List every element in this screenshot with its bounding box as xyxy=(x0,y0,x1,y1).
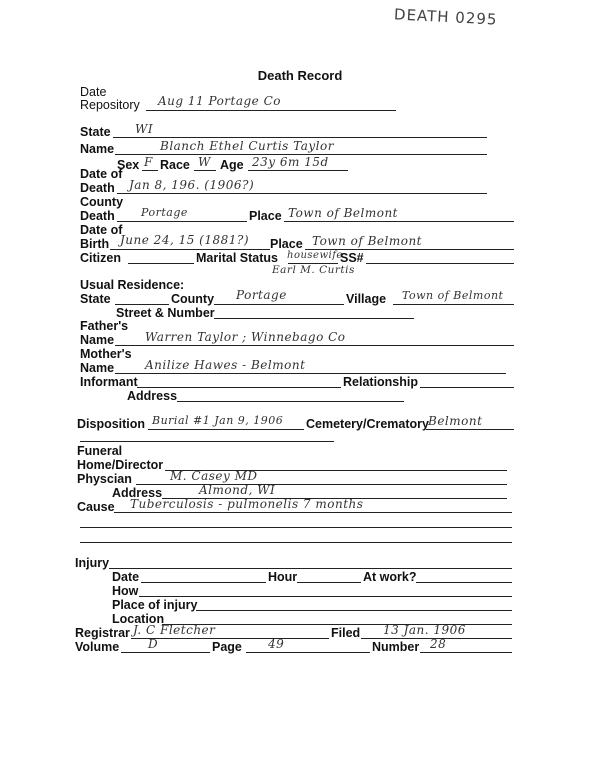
physician-label: Physcian xyxy=(77,472,132,486)
injury-label: Injury xyxy=(75,556,110,570)
filed-value: 13 Jan. 1906 xyxy=(383,623,466,637)
cause-line xyxy=(114,512,512,513)
mother-name-line xyxy=(115,373,506,374)
hour-line xyxy=(297,582,361,583)
death-county-label: Death xyxy=(80,209,115,223)
county-value: Portage xyxy=(141,206,188,219)
page-line xyxy=(246,652,370,653)
page-title: Death Record xyxy=(257,68,343,83)
disposition-line xyxy=(148,429,304,430)
physician-line xyxy=(136,484,507,485)
birth-place-label: Place xyxy=(270,237,303,251)
at-work-label: At work? xyxy=(363,570,417,584)
death-place-value: Town of Belmont xyxy=(288,206,399,220)
record-stamp: DEATH 0295 xyxy=(394,5,499,29)
disposition-value: Burial #1 Jan 9, 1906 xyxy=(152,414,284,427)
injury-line xyxy=(109,568,512,569)
father-name-line xyxy=(115,345,514,346)
cause-label: Cause xyxy=(77,500,115,514)
volume-value: D xyxy=(148,637,159,651)
informant-label: Informant xyxy=(80,375,138,389)
race-line xyxy=(194,170,216,171)
home-director-label: Home/Director xyxy=(77,458,164,472)
volume-line xyxy=(121,652,210,653)
how-label: How xyxy=(112,584,139,598)
registrar-line xyxy=(131,638,329,639)
cause-value: Tuberculosis - pulmonelis 7 months xyxy=(130,497,364,511)
age-line xyxy=(248,170,348,171)
village-value: Town of Belmont xyxy=(402,289,504,302)
birth-label: Birth xyxy=(80,237,110,251)
state-value: WI xyxy=(135,122,154,136)
place-of-injury-label: Place of injury xyxy=(112,598,198,612)
birth-date-line xyxy=(110,249,270,250)
page-label: Page xyxy=(212,640,242,654)
birth-date-value: June 24, 15 (1881?) xyxy=(120,233,250,247)
injury-date-line xyxy=(141,582,266,583)
spouse-note: Earl M. Curtis xyxy=(272,264,355,276)
at-work-line xyxy=(416,582,512,583)
cause-line-2 xyxy=(80,527,512,528)
number-value: 28 xyxy=(430,637,447,651)
father-value: Warren Taylor ; Winnebago Co xyxy=(145,330,346,344)
injury-date-label: Date xyxy=(112,570,140,584)
physician-value: M. Casey MD xyxy=(170,469,258,483)
informant-address-label: Address xyxy=(127,389,178,403)
race-label: Race xyxy=(160,158,190,172)
relationship-label: Relationship xyxy=(343,375,419,389)
village-label: Village xyxy=(346,292,387,306)
repository-label: Repository xyxy=(80,98,140,112)
date-of-birth-label: Date of xyxy=(80,223,123,237)
disposition-label: Disposition xyxy=(77,417,146,431)
race-value: W xyxy=(198,155,211,169)
residence-county-label: County xyxy=(171,292,215,306)
mother-value: Anilize Hawes - Belmont xyxy=(145,358,306,372)
date-of-label: Date of xyxy=(80,167,123,181)
repository-value: Aug 11 Portage Co xyxy=(158,94,282,108)
disposition-extra-line xyxy=(80,441,334,442)
location-label: Location xyxy=(112,612,165,626)
repository-line xyxy=(146,110,396,111)
death-date-line xyxy=(117,193,487,194)
street-number-line xyxy=(214,318,414,319)
registrar-value: J. C Fletcher xyxy=(133,623,216,637)
residence-state-label: State xyxy=(80,292,111,306)
sex-value: F xyxy=(144,155,153,169)
page-value: 49 xyxy=(268,637,285,651)
ss-label: SS# xyxy=(340,251,364,265)
sex-label: Sex xyxy=(117,158,140,172)
age-value: 23y 6m 15d xyxy=(252,155,329,169)
physician-address-value: Almond, WI xyxy=(199,483,276,497)
informant-address-line xyxy=(177,401,404,402)
state-line xyxy=(113,137,487,138)
filed-label: Filed xyxy=(331,626,361,640)
state-label: State xyxy=(80,125,111,139)
hour-label: Hour xyxy=(268,570,298,584)
ss-line xyxy=(366,263,514,264)
cemetery-line xyxy=(426,429,514,430)
cemetery-label: Cemetery/Crematory xyxy=(306,417,429,431)
physician-address-label: Address xyxy=(112,486,163,500)
age-label: Age xyxy=(220,158,244,172)
name-value: Blanch Ethel Curtis Taylor xyxy=(160,139,334,153)
residence-county-value: Portage xyxy=(236,288,287,302)
how-line xyxy=(139,596,512,597)
marital-status-value: housewife xyxy=(287,250,343,261)
street-number-label: Street & Number xyxy=(116,306,215,320)
county-label: County xyxy=(80,195,124,209)
citizen-line xyxy=(128,263,194,264)
mothers-label: Mother's xyxy=(80,347,132,361)
death-date-value: Jan 8, 196. (1906?) xyxy=(129,178,255,192)
informant-line xyxy=(137,387,341,388)
village-line xyxy=(393,304,514,305)
registrar-label: Registrar xyxy=(75,626,130,640)
date-label: Date xyxy=(80,85,107,99)
number-label: Number xyxy=(372,640,420,654)
father-name-label: Name xyxy=(80,333,115,347)
relationship-line xyxy=(420,387,514,388)
death-label: Death xyxy=(80,181,115,195)
cause-line-3 xyxy=(80,542,512,543)
usual-residence-label: Usual Residence: xyxy=(80,278,185,292)
mother-name-label: Name xyxy=(80,361,115,375)
citizen-label: Citizen xyxy=(80,251,121,265)
sex-line xyxy=(142,170,158,171)
name-label: Name xyxy=(80,142,115,156)
cemetery-value: Belmont xyxy=(428,414,483,428)
place-of-injury-line xyxy=(196,610,512,611)
funeral-label: Funeral xyxy=(77,444,123,458)
marital-status-label: Marital Status xyxy=(196,251,278,265)
number-line xyxy=(420,652,512,653)
residence-county-line xyxy=(214,304,344,305)
birth-place-value: Town of Belmont xyxy=(312,234,423,248)
death-place-line xyxy=(284,221,514,222)
volume-label: Volume xyxy=(75,640,120,654)
death-county-line xyxy=(117,221,247,222)
fathers-label: Father's xyxy=(80,319,129,333)
place-label: Place xyxy=(249,209,282,223)
residence-state-line xyxy=(115,304,169,305)
